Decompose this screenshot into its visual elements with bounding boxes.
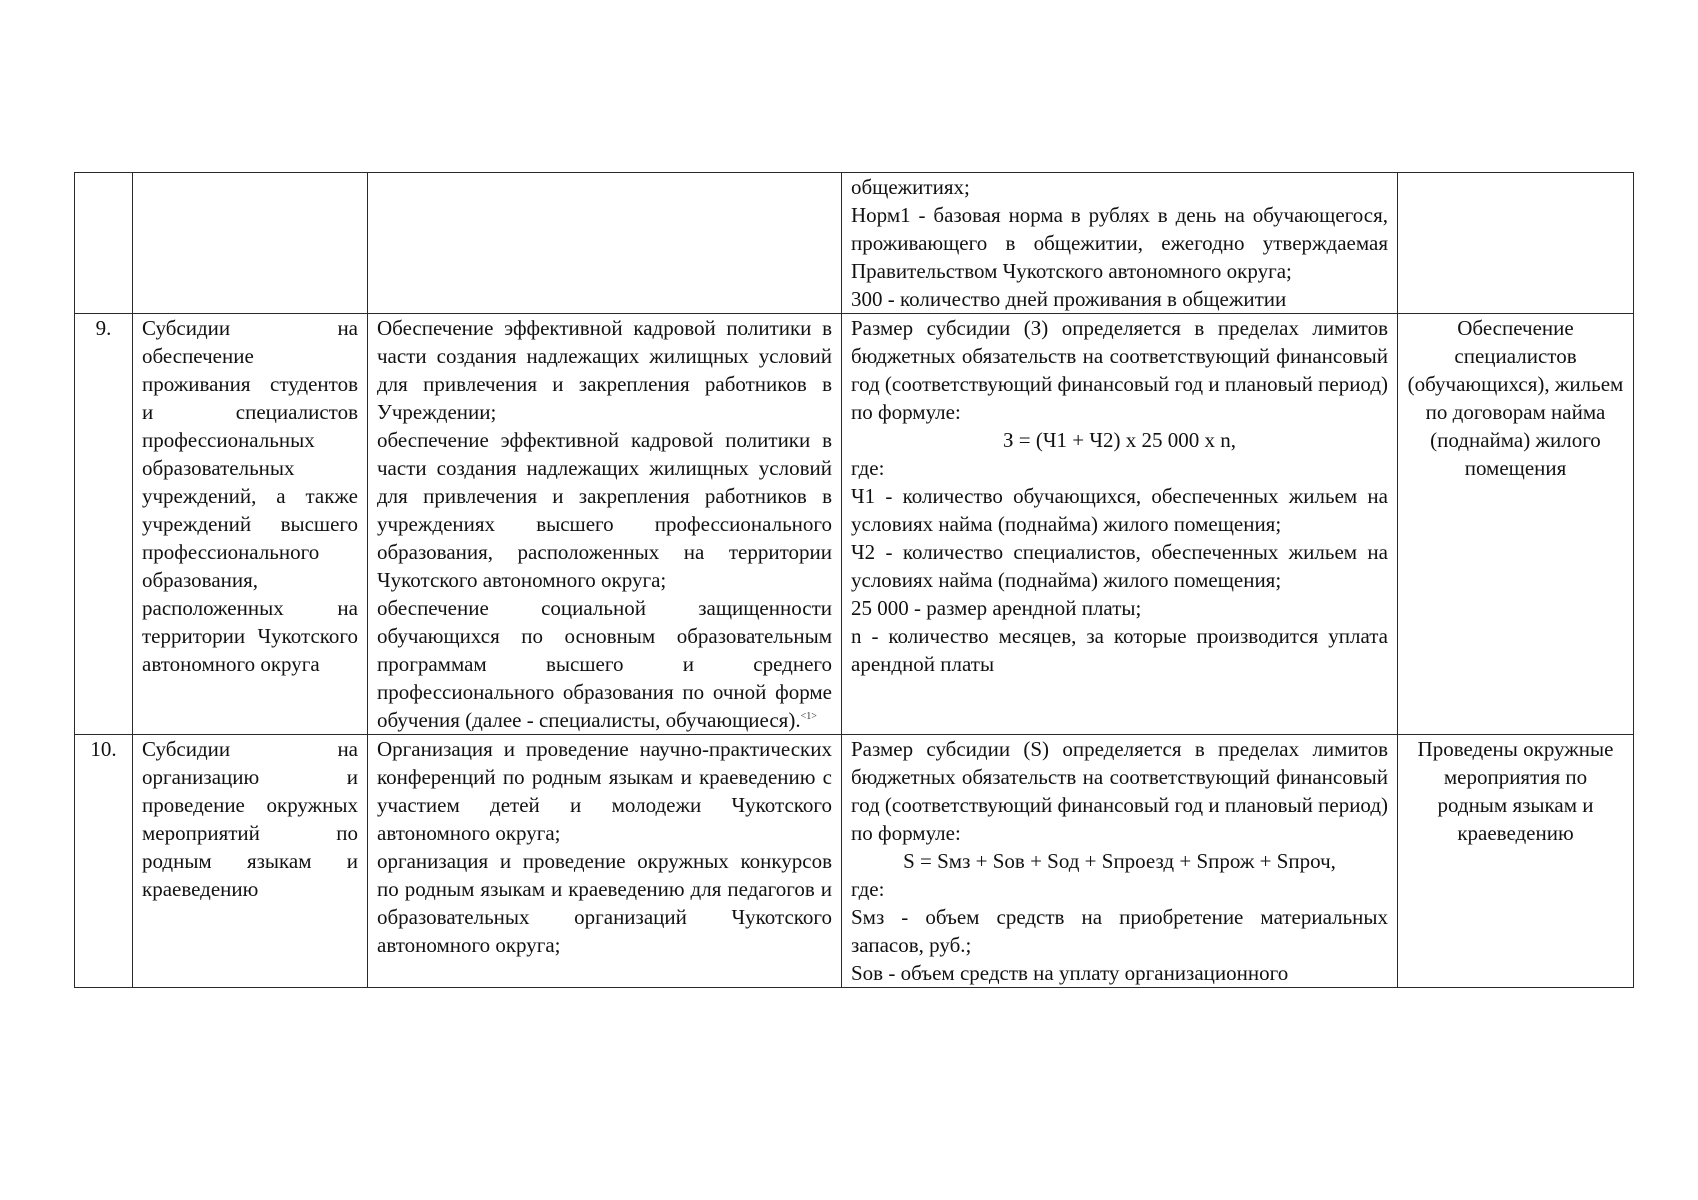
calculation-paragraph: Sов - объем средств на уплату организационного (851, 961, 1289, 985)
calculation-paragraph: 25 000 - размер арендной платы; (851, 596, 1142, 620)
result-cell: Проведены окружные мероприятия по родным языкам и краеведению (1398, 735, 1634, 988)
description-paragraph: Организация и проведение научно-практических конференций по родным языкам и краеведению с участием детей и молодежи Чукотского автономного округа; (377, 737, 832, 845)
calculation-cell (842, 314, 1398, 735)
purpose-cell (133, 173, 368, 314)
description-cell (368, 173, 842, 314)
description-cell (368, 314, 842, 735)
calculation-paragraph: где: (851, 877, 885, 901)
footnote-reference[interactable]: <1> (800, 711, 817, 722)
row-number-cell: 10. (75, 735, 133, 988)
purpose-cell: Субсидии на организацию и проведение окружных мероприятий по родным языкам и краеведению (133, 735, 368, 988)
calculation-paragraph: 300 - количество дней проживания в общежитии (851, 287, 1287, 311)
calculation-paragraph: Размер субсидии (З) определяется в пределах лимитов бюджетных обязательств на соответствующий финансовый год (соответствующий финансовый год и плановый период) по формуле: (851, 316, 1389, 424)
row-number-cell (75, 173, 133, 314)
calculation-paragraph: Ч2 - количество специалистов, обеспеченных жильем на условиях найма (поднайма) жилого помещения; (851, 540, 1388, 592)
calculation-cell (842, 173, 1398, 314)
description-paragraph (377, 594, 832, 734)
calculation-paragraph: Ч1 - количество обучающихся, обеспеченных жильем на условиях найма (поднайма) жилого помещения; (851, 484, 1388, 536)
formula: S = Sмз + Sов + Sод + Sпроезд + Sпрож + Sпроч, (903, 849, 1336, 873)
description-paragraph: организация и проведение окружных конкурсов по родным языкам и краеведению для педагогов и образовательных организаций Чукотского автономного округа; (377, 849, 832, 957)
description-text: обеспечение социальной защищенности обучающихся по основным образовательным программам высшего и среднего профессионального образования по очной форме обучения (далее - специалисты, обучающиеся). (377, 596, 832, 732)
result-cell (1398, 173, 1634, 314)
table-row (75, 173, 1634, 314)
formula: З = (Ч1 + Ч2) х 25 000 х n, (1003, 428, 1236, 452)
calculation-cell (842, 735, 1398, 988)
calculation-paragraph: Размер субсидии (S) определяется в пределах лимитов бюджетных обязательств на соответствующий финансовый год (соответствующий финансовый год и плановый период) по формуле: (851, 737, 1389, 845)
description-cell (368, 735, 842, 988)
description-paragraph: Обеспечение эффективной кадровой политики в части создания надлежащих жилищных условий для привлечения и закрепления работников в Учреждении; (377, 316, 832, 424)
calculation-paragraph: общежитиях; (851, 175, 970, 199)
calculation-paragraph: Норм1 - базовая норма в рублях в день на обучающегося, проживающего в общежитии, ежегодно утверждаемая Правительством Чукотского автономного округа; (851, 203, 1388, 283)
calculation-paragraph: где: (851, 456, 885, 480)
table-row (75, 735, 1634, 988)
calculation-paragraph: Sмз - объем средств на приобретение материальных запасов, руб.; (851, 905, 1388, 957)
table-row (75, 314, 1634, 735)
purpose-cell: Субсидии на обеспечение проживания студентов и специалистов профессиональных образовательных учреждений, а также учреждений высшего профессионального образования, расположенных на территории Чукотского автономного округа (133, 314, 368, 735)
result-cell: Обеспечение специалистов (обучающихся), жильем по договорам найма (поднайма) жилого помещения (1398, 314, 1634, 735)
subsidy-table (74, 172, 1634, 988)
row-number-cell: 9. (75, 314, 133, 735)
calculation-paragraph: n - количество месяцев, за которые производится уплата арендной платы (851, 624, 1388, 676)
description-paragraph: обеспечение эффективной кадровой политики в части создания надлежащих жилищных условий для привлечения и закрепления работников в учреждениях высшего профессионального образования, расположенных на территории Чукотского автономного округа; (377, 428, 832, 592)
